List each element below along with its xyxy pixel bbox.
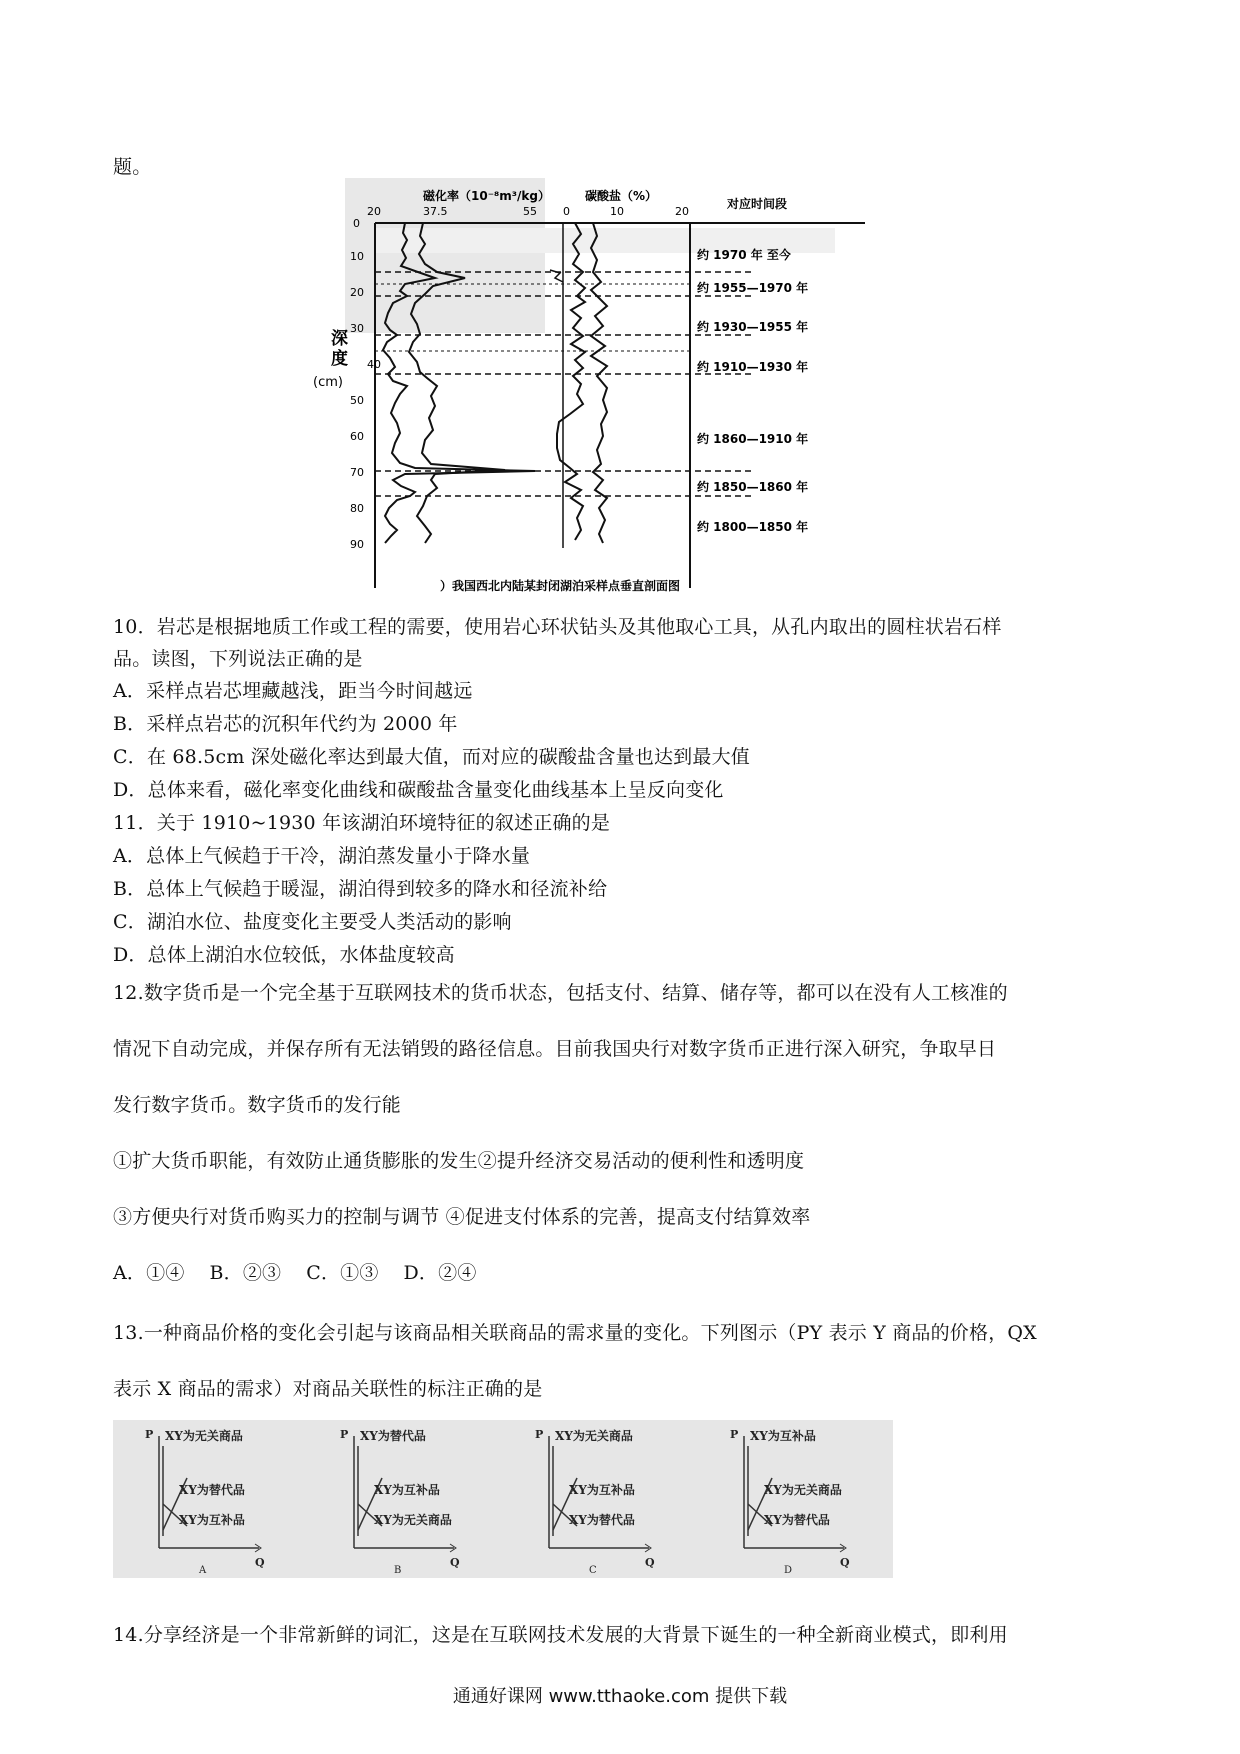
period-label: 约 1930—1955 年	[697, 320, 809, 334]
depth-label: 度	[331, 349, 348, 369]
q12-stem: 12.数字货币是一个完全基于互联网技术的货币状态，包括支付、结算、储存等，都可以在没有人工核准的	[113, 982, 1008, 1004]
q11-option-c: C．湖泊水位、盐度变化主要受人类活动的影响	[113, 911, 512, 933]
qx-label: Q	[450, 1556, 460, 1569]
carbonate-header: 碳酸盐（%）	[585, 189, 658, 203]
q12-statements: ①扩大货币职能，有效防止通货膨胀的发生②提升经济交易活动的便利性和透明度	[113, 1150, 805, 1172]
q10-option-c: C．在 68.5cm 深处磁化率达到最大值，而对应的碳酸盐含量也达到最大值	[113, 746, 750, 768]
panel-low-label: XY为替代品	[764, 1513, 830, 1527]
panel-low-label: XY为无关商品	[374, 1513, 452, 1527]
panel-mid-label: XY为互补品	[374, 1483, 440, 1497]
carbonate-tick: 0	[563, 205, 570, 218]
figure-caption: ）我国西北内陆某封闭湖泊采样点垂直剖面图	[440, 579, 681, 593]
carbonate-tick: 20	[675, 205, 689, 218]
related-goods-figure	[113, 1420, 893, 1578]
q12-statements: ③方便央行对货币购买力的控制与调节 ④促进支付体系的完善，提高支付结算效率	[113, 1206, 811, 1228]
magnetic-tick: 37.5	[423, 205, 448, 218]
depth-unit: (cm)	[313, 375, 343, 390]
q11-option-a: A．总体上气候趋于干冷，湖泊蒸发量小于降水量	[113, 845, 531, 867]
q10-option-a: A．采样点岩芯埋藏越浅，距当今时间越远	[113, 680, 473, 702]
q10-option-d: D．总体来看，磁化率变化曲线和碳酸盐含量变化曲线基本上呈反向变化	[113, 779, 724, 801]
qx-label: Q	[645, 1556, 655, 1569]
depth-tick: 90	[350, 538, 364, 551]
panel-letter: A	[199, 1565, 207, 1576]
depth-tick: 60	[350, 430, 364, 443]
q12-stem: 发行数字货币。数字货币的发行能	[113, 1094, 402, 1116]
q13-stem: 表示 X 商品的需求）对商品关联性的标注正确的是	[113, 1378, 543, 1400]
panel-letter: D	[784, 1565, 793, 1576]
q10-stem: 10．岩芯是根据地质工作或工程的需要，使用岩心环状钻头及其他取心工具，从孔内取出的圆柱状岩石样	[113, 616, 1002, 638]
panel-top-label: XY为无关商品	[165, 1429, 243, 1443]
depth-tick: 50	[350, 394, 364, 407]
panel-low-label: XY为替代品	[569, 1513, 635, 1527]
qx-label: Q	[255, 1556, 265, 1569]
q12-choices: A．①④ B．②③ C．①③ D．②④	[113, 1262, 477, 1284]
depth-tick: 40	[367, 358, 381, 371]
depth-tick: 20	[350, 286, 364, 299]
period-label: 约 1970 年 至今	[697, 248, 791, 262]
py-label: P	[145, 1428, 154, 1441]
depth-tick: 80	[350, 502, 364, 515]
q10-stem: 品。读图，下列说法正确的是	[113, 648, 363, 670]
q14-stem: 14.分享经济是一个非常新鲜的词汇，这是在互联网技术发展的大背景下诞生的一种全新商业模式，即利用	[113, 1624, 1008, 1646]
q13-stem: 13.一种商品价格的变化会引起与该商品相关联商品的需求量的变化。下列图示（PY 表示 Y 商品的价格，QX	[113, 1322, 1037, 1344]
q10-option-b: B．采样点岩芯的沉积年代约为 2000 年	[113, 713, 458, 735]
qx-label: Q	[840, 1556, 850, 1569]
period-label: 约 1955—1970 年	[697, 281, 809, 295]
period-label: 约 1860—1910 年	[697, 432, 809, 446]
q11-option-b: B．总体上气候趋于暖湿，湖泊得到较多的降水和径流补给	[113, 878, 608, 900]
panel-top-label: XY为互补品	[750, 1429, 816, 1443]
depth-tick: 30	[350, 322, 364, 335]
panel-low-label: XY为互补品	[179, 1513, 245, 1527]
py-label: P	[730, 1428, 739, 1441]
q11-option-d: D．总体上湖泊水位较低，水体盐度较高	[113, 944, 455, 966]
depth-tick: 10	[350, 250, 364, 263]
panel-mid-label: XY为替代品	[179, 1483, 245, 1497]
py-label: P	[340, 1428, 349, 1441]
magnetic-tick: 55	[523, 205, 537, 218]
depth-tick: 70	[350, 466, 364, 479]
period-label: 约 1910—1930 年	[697, 360, 809, 374]
panel-letter: B	[394, 1565, 402, 1576]
period-label: 约 1850—1860 年	[697, 480, 809, 494]
carbonate-tick: 10	[610, 205, 624, 218]
footer: 通通好课网 www.tthaoke.com 提供下载	[452, 1686, 788, 1707]
intro-tail: 题。	[113, 156, 152, 178]
panel-top-label: XY为替代品	[360, 1429, 426, 1443]
py-label: P	[535, 1428, 544, 1441]
panel-mid-label: XY为互补品	[569, 1483, 635, 1497]
depth-label: 深	[331, 329, 348, 349]
period-label: 约 1800—1850 年	[697, 520, 809, 534]
q11-stem: 11．关于 1910~1930 年该湖泊环境特征的叙述正确的是	[113, 812, 611, 834]
panel-mid-label: XY为无关商品	[764, 1483, 842, 1497]
q12-stem: 情况下自动完成，并保存所有无法销毁的路径信息。目前我国央行对数字货币正进行深入研究，争取早日	[113, 1038, 997, 1060]
lake-core-profile-figure	[313, 178, 865, 602]
depth-tick: 0	[353, 217, 360, 230]
magnetic-tick: 20	[367, 205, 381, 218]
period-header: 对应时间段	[727, 197, 788, 211]
panel-top-label: XY为无关商品	[555, 1429, 633, 1443]
panel-letter: C	[589, 1565, 597, 1576]
magnetic-header: 磁化率（10⁻⁸m³/kg）	[423, 189, 551, 203]
